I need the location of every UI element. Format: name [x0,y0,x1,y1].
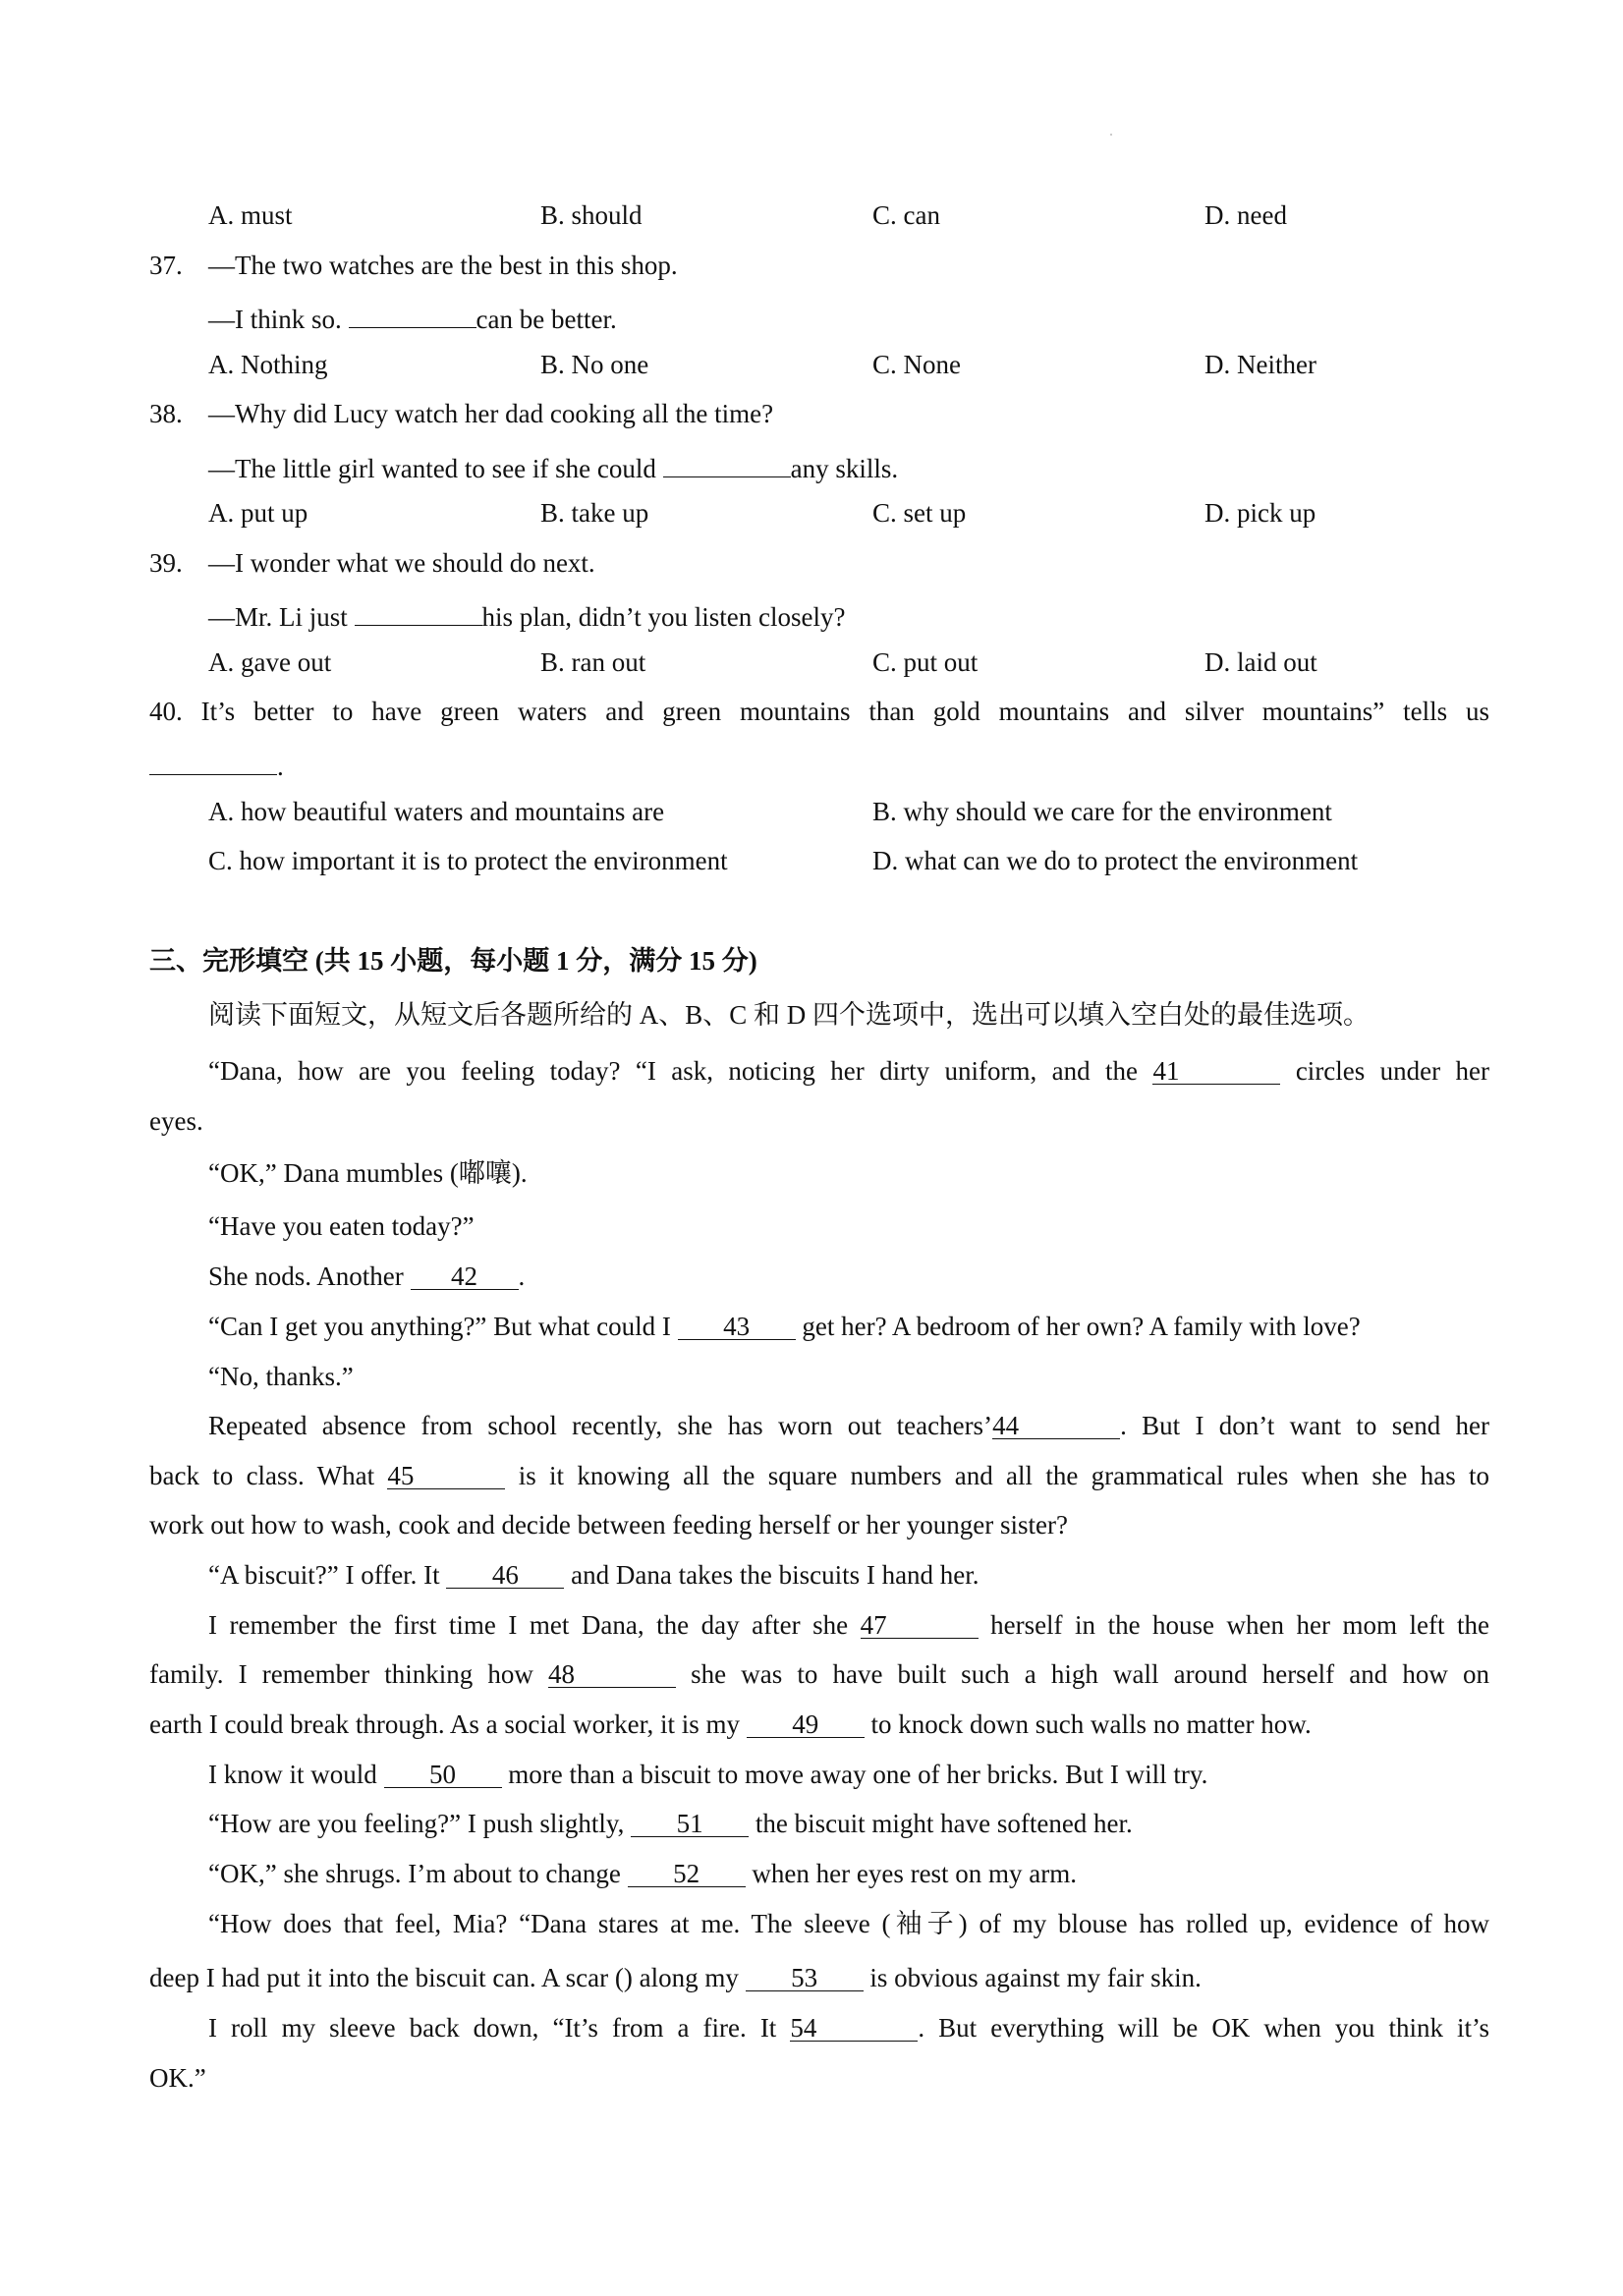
q38-line2 [208,447,898,485]
q38-line1: —Why did Lucy watch her dad cooking all the time? [208,399,774,428]
q39-number: 39. [149,548,183,578]
q37-line1: —The two watches are the best in this shop. [208,251,678,280]
blank-41: 41 [1152,1054,1280,1085]
p14-post: . But everything will be OK when you think it’s [918,2013,1490,2043]
p9-l3-post: to knock down such walls no matter how. [870,1709,1312,1739]
passage-para-7 [208,1409,1489,1442]
p9-l2-pre: family. I remember thinking how [149,1659,533,1689]
p9-post: herself in the house when her mom left the [990,1610,1489,1640]
p9-line2 [149,1657,1489,1691]
p13-line2 [149,1961,1202,1994]
q36-option-b: B. should [540,200,643,230]
p1-post: circles under her [1295,1056,1490,1086]
q36-option-a: A. must [208,200,293,230]
q38-blank [663,447,791,477]
p9-pre: I remember the first time I met Dana, the day after she [208,1610,849,1640]
q40-option-a: A. how beautiful waters and mountains are [208,797,665,826]
q39-option-a: A. gave out [208,647,332,677]
p7-line3: work out how to wash, cook and decide between feeding herself or her younger sister? [149,1510,1068,1540]
q39-option-d: D. laid out [1204,647,1317,677]
q39-line1: —I wonder what we should do next. [208,548,595,578]
q39-line2-post: his plan, didn’t you listen closely? [481,602,846,632]
q37-option-c: C. None [872,350,961,379]
p14-cont: OK.” [149,2063,206,2093]
p9-l2-post: she was to have built such a high wall around herself and how on [691,1659,1490,1689]
p4-post: . [518,1261,526,1291]
q38-option-b: B. take up [540,498,649,528]
section-instruction: 阅读下面短文，从短文后各题所给的 A、B、C 和 D 四个选项中，选出可以填入空白处的最佳选项。 [208,1000,1371,1030]
p11-pre: “How are you feeling?” I push slightly, [208,1809,625,1838]
blank-52: 52 [628,1857,746,1887]
scan-speck [1110,134,1112,136]
passage-para-5 [208,1310,1361,1343]
p8-post: and Dana takes the biscuits I hand her. [571,1560,979,1590]
p1-pre: “Dana, how are you feeling today? “I ask, noticing her dirty uniform, and the [208,1056,1139,1086]
q37-line2-post: can be better. [476,305,617,334]
blank-54: 54 [790,2011,918,2042]
blank-53: 53 [746,1961,864,1991]
passage-para-13: “How does that feel, Mia? “Dana stares at me. The sleeve (袖子) of my blouse has rolled up, evidence of how [208,1909,1489,1938]
blank-48: 48 [548,1657,676,1688]
passage-para-8 [208,1558,979,1592]
passage-para-12 [208,1857,1077,1890]
q40-stem: 40. It’s better to have green waters and green mountains than gold mountains and silver mountains” tells us [149,697,1489,726]
q37-line2-pre: —I think so. [208,305,342,334]
passage-para-9 [208,1608,1489,1642]
p12-post: when her eyes rest on my arm. [752,1859,1078,1888]
q40-blank [149,745,277,775]
p4-pre: She nods. Another [208,1261,404,1291]
q38-option-d: D. pick up [1204,498,1316,528]
p5-pre: “Can I get you anything?” But what could I [208,1312,671,1341]
q37-option-d: D. Neither [1204,350,1316,379]
passage-para-4 [208,1260,525,1293]
passage-para-6: “No, thanks.” [208,1362,354,1391]
p7-post: . But I don’t want to send her [1120,1411,1489,1440]
p1-cont: eyes. [149,1106,203,1136]
passage-para-14 [208,2011,1489,2044]
passage-para-1 [208,1054,1489,1088]
q39-option-c: C. put out [872,647,979,677]
p14-pre: I roll my sleeve back down, “It’s from a fire. It [208,2013,777,2043]
q37-blank [349,298,476,328]
p7-l2-pre: back to class. What [149,1461,375,1490]
blank-50: 50 [384,1758,502,1788]
blank-51: 51 [631,1807,749,1837]
q39-line2-pre: —Mr. Li just [208,602,348,632]
blank-43: 43 [678,1310,796,1340]
q40-option-c: C. how important it is to protect the environment [208,846,728,875]
blank-49: 49 [747,1708,865,1738]
p8-pre: “A biscuit?” I offer. It [208,1560,440,1590]
p9-line3 [149,1708,1312,1741]
p7-l2-post: is it knowing all the square numbers and all the grammatical rules when she has to [518,1461,1490,1490]
q38-line2-pre: —The little girl wanted to see if she could [208,454,656,483]
q39-blank [355,595,482,626]
blank-44: 44 [992,1409,1120,1439]
p9-l3-pre: earth I could break through. As a social worker, it is my [149,1709,741,1739]
p10-pre: I know it would [208,1760,377,1789]
q40-option-b: B. why should we care for the environment [872,797,1332,826]
p10-post: more than a biscuit to move away one of her bricks. But I will try. [508,1760,1208,1789]
q37-number: 37. [149,251,183,280]
q40-option-d: D. what can we do to protect the environment [872,846,1359,875]
p7-line2 [149,1459,1489,1492]
q38-option-c: C. set up [872,498,967,528]
q36-option-d: D. need [1204,200,1287,230]
section-title: 三、完形填空 (共 15 小题，每小题 1 分，满分 15 分) [149,946,757,976]
q36-option-c: C. can [872,200,940,230]
blank-45: 45 [387,1459,505,1489]
p5-post: get her? A bedroom of her own? A family with love? [802,1312,1361,1341]
passage-para-3: “Have you eaten today?” [208,1211,475,1241]
blank-42: 42 [411,1260,519,1290]
p13-l2-post: is obvious against my fair skin. [869,1963,1202,1992]
p11-post: the biscuit might have softened her. [755,1809,1133,1838]
q39-line2 [208,595,845,634]
blank-47: 47 [861,1608,979,1639]
p7-pre: Repeated absence from school recently, she has worn out teachers’ [208,1411,993,1440]
q37-line2 [208,298,617,336]
passage-para-11 [208,1807,1133,1840]
q38-number: 38. [149,399,183,428]
p13-l2-pre: deep I had put it into the biscuit can. A scar () along my [149,1963,739,1992]
q39-option-b: B. ran out [540,647,646,677]
p12-pre: “OK,” she shrugs. I’m about to change [208,1859,621,1888]
q37-option-a: A. Nothing [208,350,328,379]
q40-line2 [149,745,284,783]
passage-para-2: “OK,” Dana mumbles (嘟嚷). [208,1158,528,1188]
blank-46: 46 [446,1558,564,1589]
q40-line2-post: . [277,752,284,781]
q38-option-a: A. put up [208,498,308,528]
passage-para-10 [208,1758,1207,1791]
q37-option-b: B. No one [540,350,649,379]
q38-line2-post: any skills. [790,454,899,483]
